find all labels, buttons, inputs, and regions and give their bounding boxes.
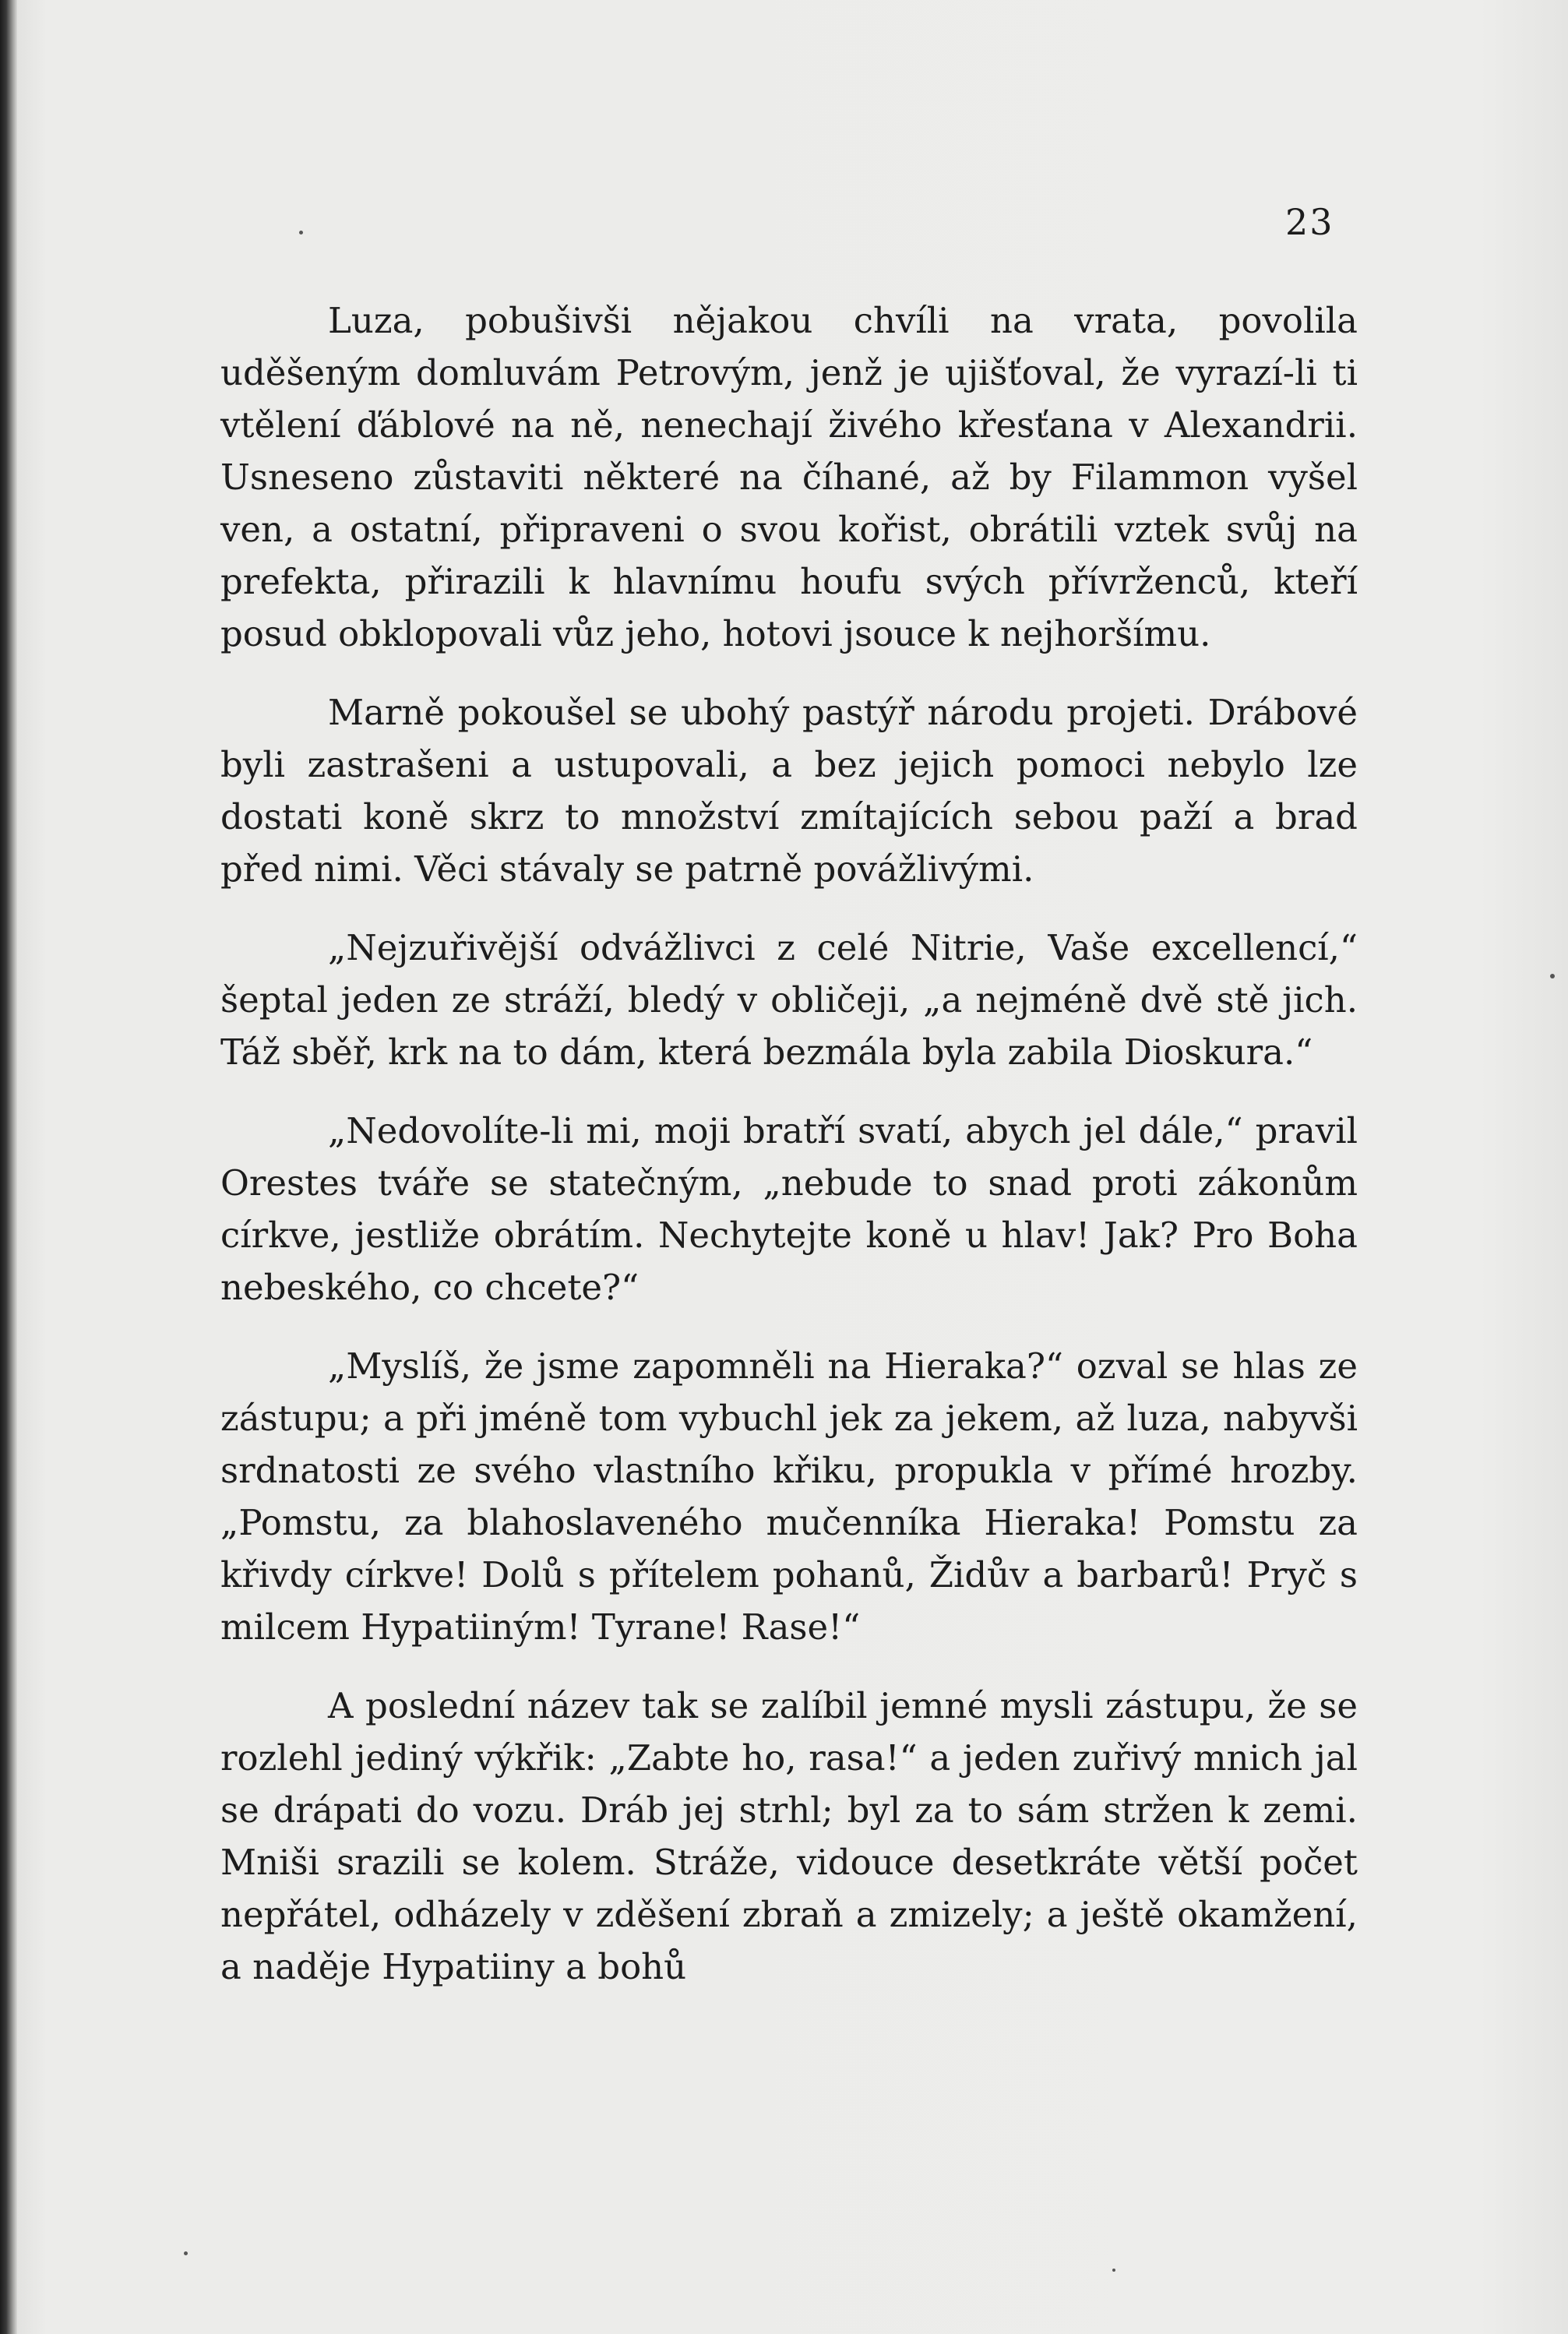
paper-speck — [184, 2251, 188, 2255]
page-binding-edge — [0, 0, 17, 2334]
page-body-text — [220, 294, 1358, 2019]
paragraph-3: „Nejzuřivější odvážlivci z celé Nitrie, Vaše excellencí,“ šeptal jeden ze stráží, bledý v obličeji, „a nejméně dvě stě jich. Táž sběř, krk na to dám, která bezmála byla zabila Dioskura.“ — [220, 927, 1358, 1073]
paragraph-2: Marně pokoušel se ubohý pastýř národu projeti. Drábové byli zastrašeni a ustupovali, a bez jejich pomoci nebylo lze dostati koně skrz to množství zmítajících sebou paží a brad před nimi. Věci stávaly se patrně povážlivými. — [220, 692, 1358, 890]
paragraph-1: Luza, pobušivši nějakou chvíli na vrata, povolila uděšeným domluvám Petrovým, jenž je ujišťoval, že vyrazí-li ti vtělení ďáblové na ně, nenechají živého křesťana v Alexandrii. Usneseno zůstaviti některé na číhané, až by Filammon vyšel ven, a ostatní, připraveni o svou kořist, obrátili vztek svůj na prefekta, přirazili k hlavnímu houfu svých přívrženců, kteří posud obklopovali vůz jeho, hotovi jsouce k nejhoršímu. — [220, 300, 1358, 654]
paragraph-4: „Nedovolíte-li mi, moji bratří svatí, abych jel dále,“ pravil Orestes tváře se statečným, „nebude to snad proti zákonům církve, jestliže obrátím. Nechytejte koně u hlav! Jak? Pro Boha nebeského, co chcete?“ — [220, 1110, 1358, 1308]
paragraph-6: A poslední název tak se zalíbil jemné mysli zástupu, že se rozlehl jediný výkřik: „Zabte ho, rasa!“ a jeden zuřivý mnich jal se drápati do vozu. Dráb jej strhl; byl za to sám stržen k zemi. Mniši srazili se kolem. Stráže, vidouce desetkráte větší počet nepřátel, odházely v zděšení zbraň a zmizely; a ještě okamžení, a naděje Hypatiiny a bohů — [220, 1685, 1358, 1987]
paper-speck — [1550, 974, 1555, 978]
paper-speck — [1112, 2269, 1115, 2272]
page-number: 23 — [1285, 201, 1334, 243]
paragraph-5: „Myslíš, že jsme zapomněli na Hieraka?“ ozval se hlas ze zástupu; a při jméně tom vybuchl jek za jekem, až luza, nabyvši srdnatosti ze svého vlastního křiku, propukla v přímé hrozby. „Pomstu, za blahoslaveného mučenníka Hieraka! Pomstu za křivdy církve! Dolů s přítelem pohanů, Židův a barbarů! Pryč s milcem Hypatiiným! Tyrane! Rase!“ — [220, 1345, 1358, 1648]
paper-speck — [299, 231, 303, 234]
